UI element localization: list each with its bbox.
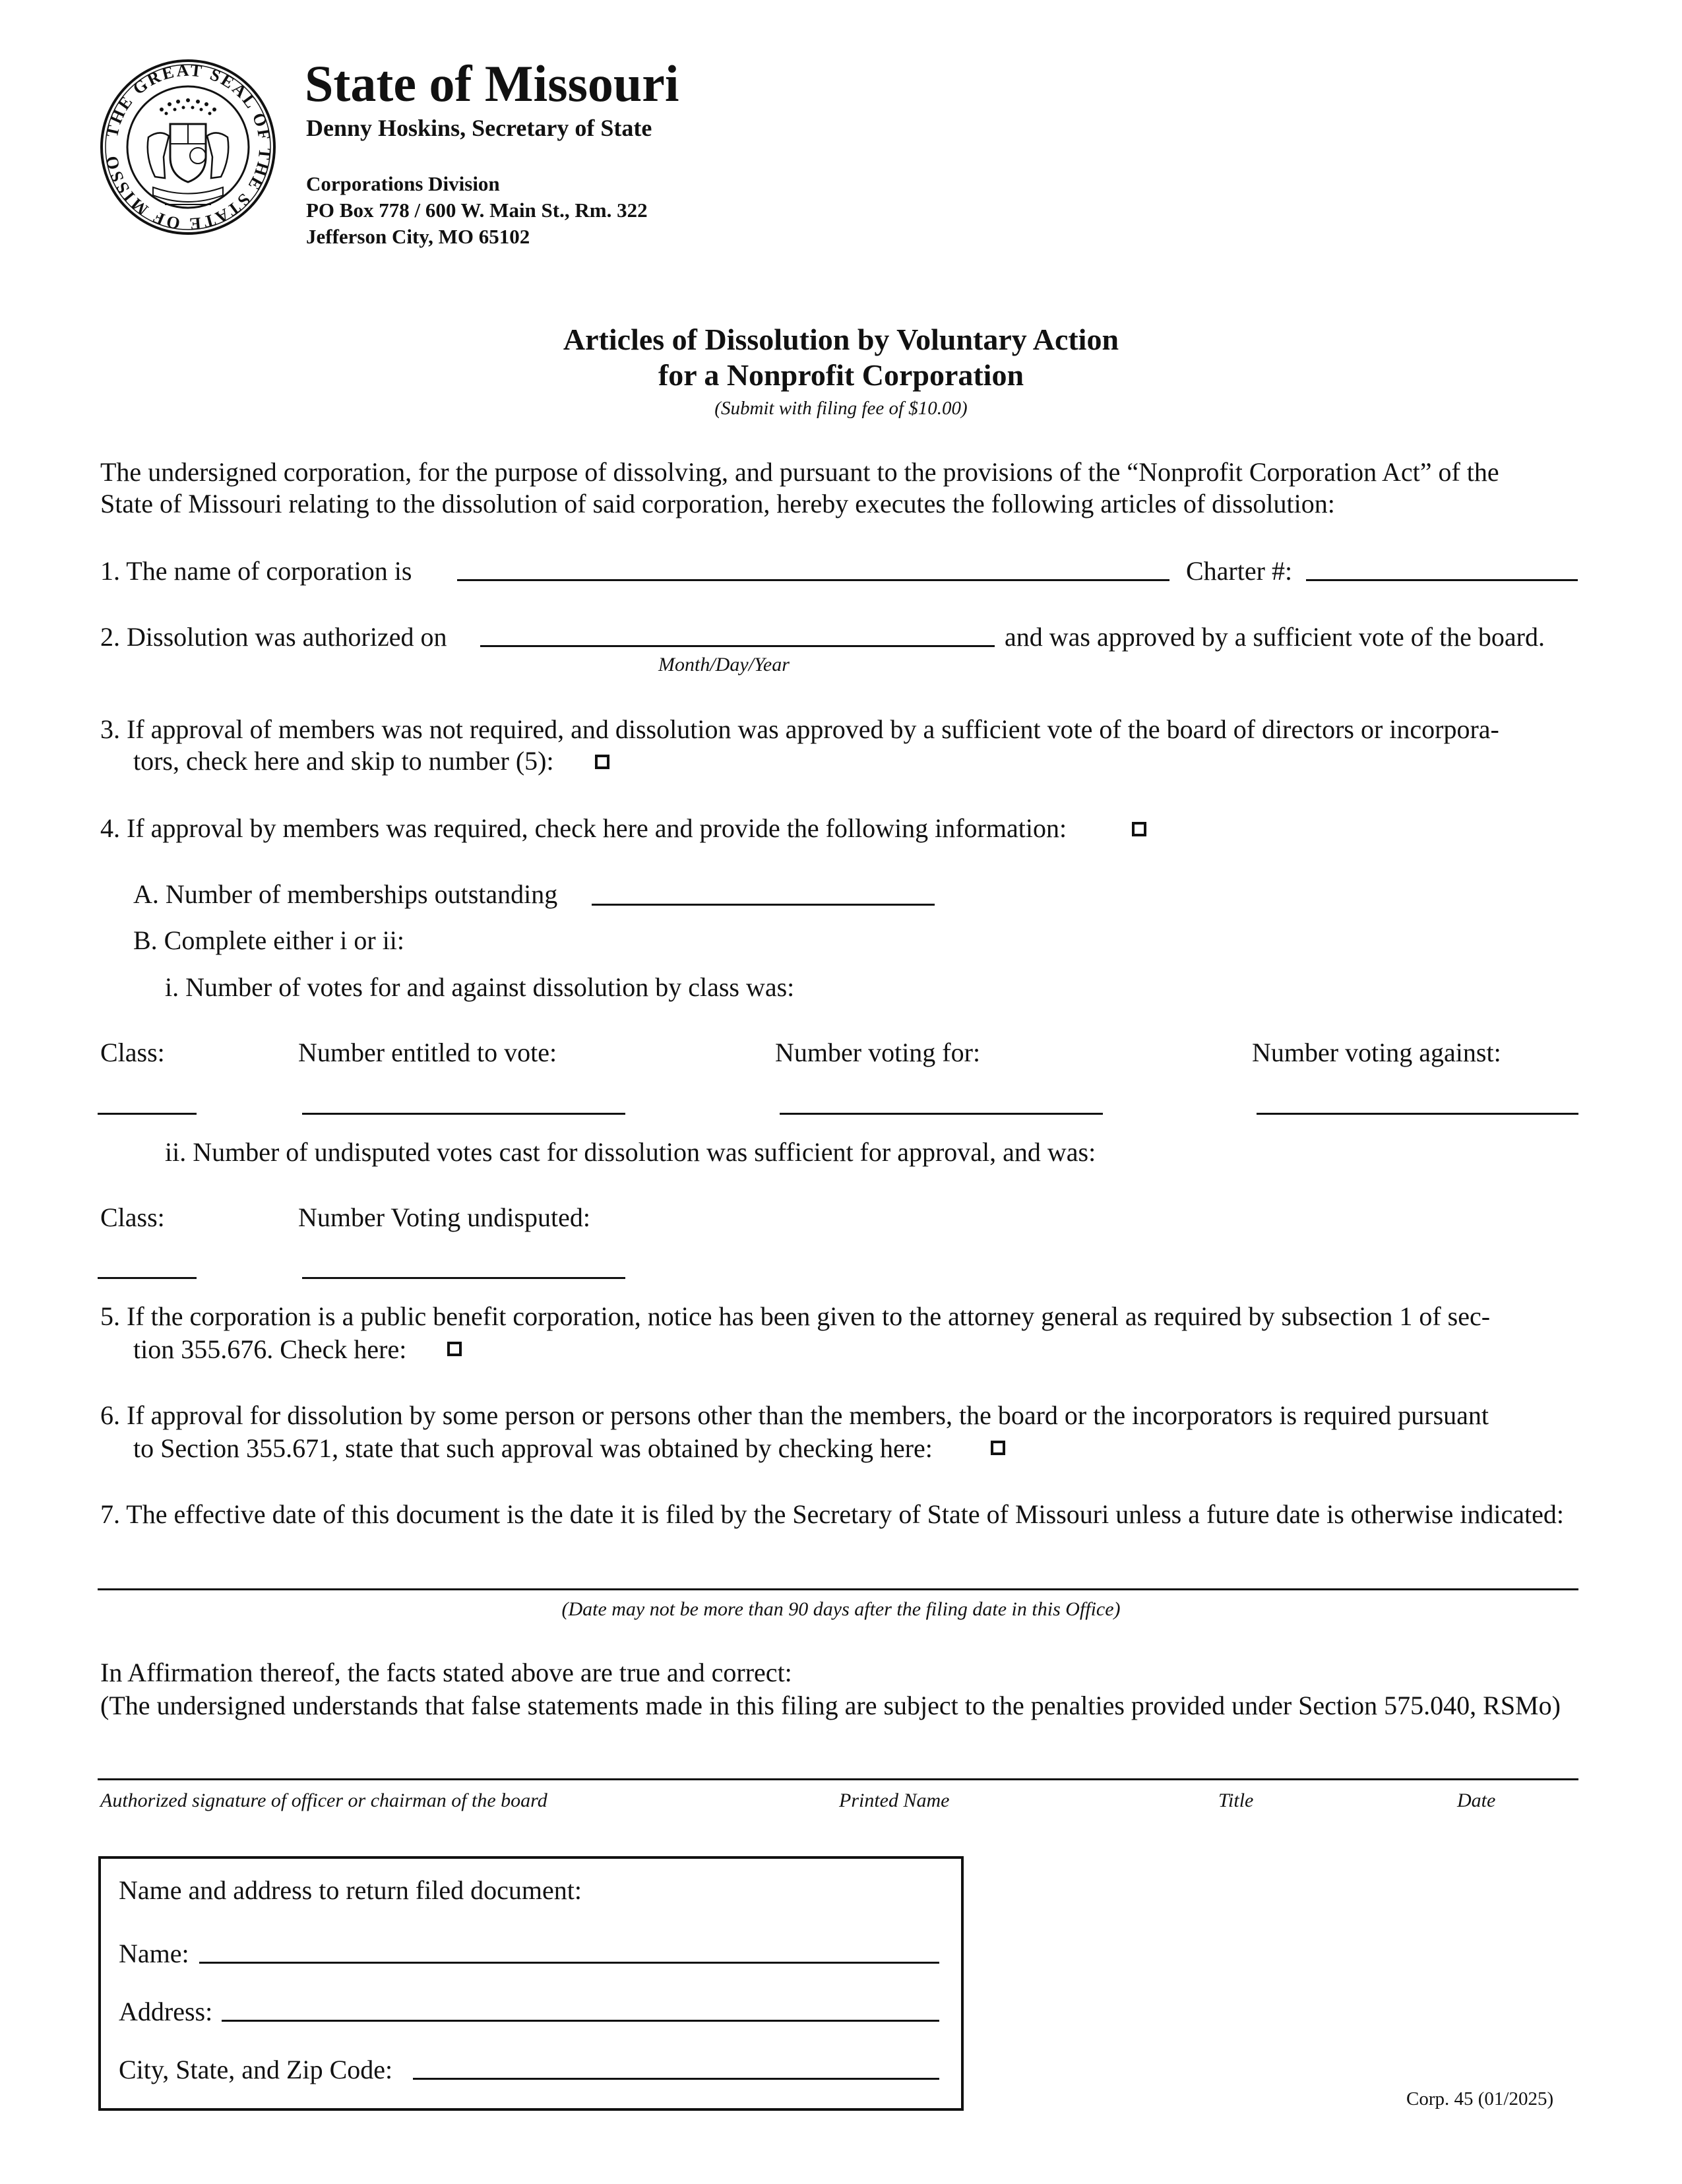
form-id: Corp. 45 (01/2025) <box>1406 2088 1554 2109</box>
effective-date-field[interactable] <box>98 1588 1578 1590</box>
charter-number-field[interactable] <box>1306 579 1578 581</box>
return-name-label: Name: <box>119 1939 189 1968</box>
printed-name-label: Printed Name <box>839 1790 950 1811</box>
division-address-line2: Jefferson City, MO 65102 <box>306 225 530 248</box>
effective-date-caption: (Date may not be more than 90 days after the filing date in this Office) <box>561 1598 1121 1620</box>
members-not-required-checkbox[interactable] <box>595 755 609 769</box>
division-address-line1: PO Box 778 / 600 W. Main St., Rm. 322 <box>306 199 648 222</box>
corporation-name-field[interactable] <box>457 579 1169 581</box>
state-title: State of Missouri <box>305 55 679 112</box>
class-field-ii[interactable] <box>98 1277 197 1279</box>
item4b-ii-label: ii. Number of undisputed votes cast for dissolution was sufficient for approval, and was: <box>165 1137 1096 1167</box>
item6-line1: 6. If approval for dissolution by some person or persons other than the members, the board or the incorporators is required pursuant <box>100 1400 1489 1430</box>
item4-line: 4. If approval by members was required, check here and provide the following information: <box>100 813 1067 843</box>
secretary-of-state: Denny Hoskins, Secretary of State <box>306 115 652 141</box>
col-class-ii: Class: <box>100 1202 165 1232</box>
date-format-caption: Month/Day/Year <box>658 654 790 675</box>
date-label: Date <box>1457 1790 1496 1811</box>
return-name-field[interactable] <box>199 1962 939 1964</box>
affirmation-line2: (The undersigned understands that false statements made in this filing are subject to the penalties provided under Section 575.040, RSMo) <box>100 1691 1561 1720</box>
voting-for-field[interactable] <box>780 1113 1103 1115</box>
voting-against-field[interactable] <box>1257 1113 1578 1115</box>
col-entitled: Number entitled to vote: <box>298 1038 557 1067</box>
class-field-i[interactable] <box>98 1113 197 1115</box>
return-address-label: Address: <box>119 1997 213 2026</box>
division-name: Corporations Division <box>306 172 500 195</box>
entitled-to-vote-field[interactable] <box>302 1113 625 1115</box>
voting-undisputed-field[interactable] <box>302 1277 625 1279</box>
return-city-label: City, State, and Zip Code: <box>119 2055 393 2084</box>
item5-line1: 5. If the corporation is a public benefit corporation, notice has been given to the attorney general as required by subsection 1 of sec- <box>100 1301 1491 1331</box>
item3-line2: tors, check here and skip to number (5): <box>133 746 554 776</box>
return-box-heading: Name and address to return filed document: <box>119 1875 582 1905</box>
col-voting-for: Number voting for: <box>775 1038 981 1067</box>
item4b-i-label: i. Number of votes for and against dissolution by class was: <box>165 972 795 1002</box>
return-address-field[interactable] <box>222 2020 939 2022</box>
filing-fee-note: (Submit with filing fee of $10.00) <box>714 398 968 419</box>
charter-label: Charter #: <box>1186 556 1293 586</box>
memberships-outstanding-field[interactable] <box>592 904 935 906</box>
intro-line2: State of Missouri relating to the dissolution of said corporation, hereby executes the following articles of dissolution: <box>100 489 1335 518</box>
item6-line2: to Section 355.671, state that such approval was obtained by checking here: <box>133 1433 933 1463</box>
members-required-checkbox[interactable] <box>1132 822 1146 836</box>
col-class: Class: <box>100 1038 165 1067</box>
item7-line: 7. The effective date of this document is the date it is filed by the Secretary of State of Missouri unless a future date is otherwise indicated: <box>100 1499 1565 1529</box>
item1-label: 1. The name of corporation is <box>100 556 412 586</box>
public-benefit-checkbox[interactable] <box>447 1342 462 1356</box>
intro-line1: The undersigned corporation, for the purpose of dissolving, and pursuant to the provisions of the “Nonprofit Corporation Act” of the <box>100 457 1499 487</box>
return-city-field[interactable] <box>413 2078 939 2080</box>
affirmation-line1: In Affirmation thereof, the facts stated above are true and correct: <box>100 1658 792 1687</box>
item2-label: 2. Dissolution was authorized on <box>100 622 447 652</box>
item5-line2: tion 355.676. Check here: <box>133 1334 407 1364</box>
form-title-line2: for a Nonprofit Corporation <box>658 358 1024 392</box>
col-voting-against: Number voting against: <box>1252 1038 1501 1067</box>
item3-line1: 3. If approval of members was not required, and dissolution was approved by a sufficient vote of the board of directors or incorpora- <box>100 714 1499 744</box>
state-seal <box>99 58 277 236</box>
item2-tail: and was approved by a sufficient vote of the board. <box>1005 622 1545 652</box>
other-approval-checkbox[interactable] <box>991 1441 1005 1455</box>
signature-line[interactable] <box>98 1778 1578 1780</box>
seal-ring-text: THE GREAT SEAL OF THE STATE OF MISSO <box>102 60 275 234</box>
col-undisputed: Number Voting undisputed: <box>298 1202 590 1232</box>
dissolution-date-field[interactable] <box>480 645 995 647</box>
signature-label: Authorized signature of officer or chairman of the board <box>100 1790 547 1811</box>
seal-icon <box>99 58 277 236</box>
title-label: Title <box>1218 1790 1254 1811</box>
item4a-label: A. Number of memberships outstanding <box>133 879 558 909</box>
item4b-label: B. Complete either i or ii: <box>133 925 405 955</box>
form-title-line1: Articles of Dissolution by Voluntary Action <box>563 323 1119 356</box>
